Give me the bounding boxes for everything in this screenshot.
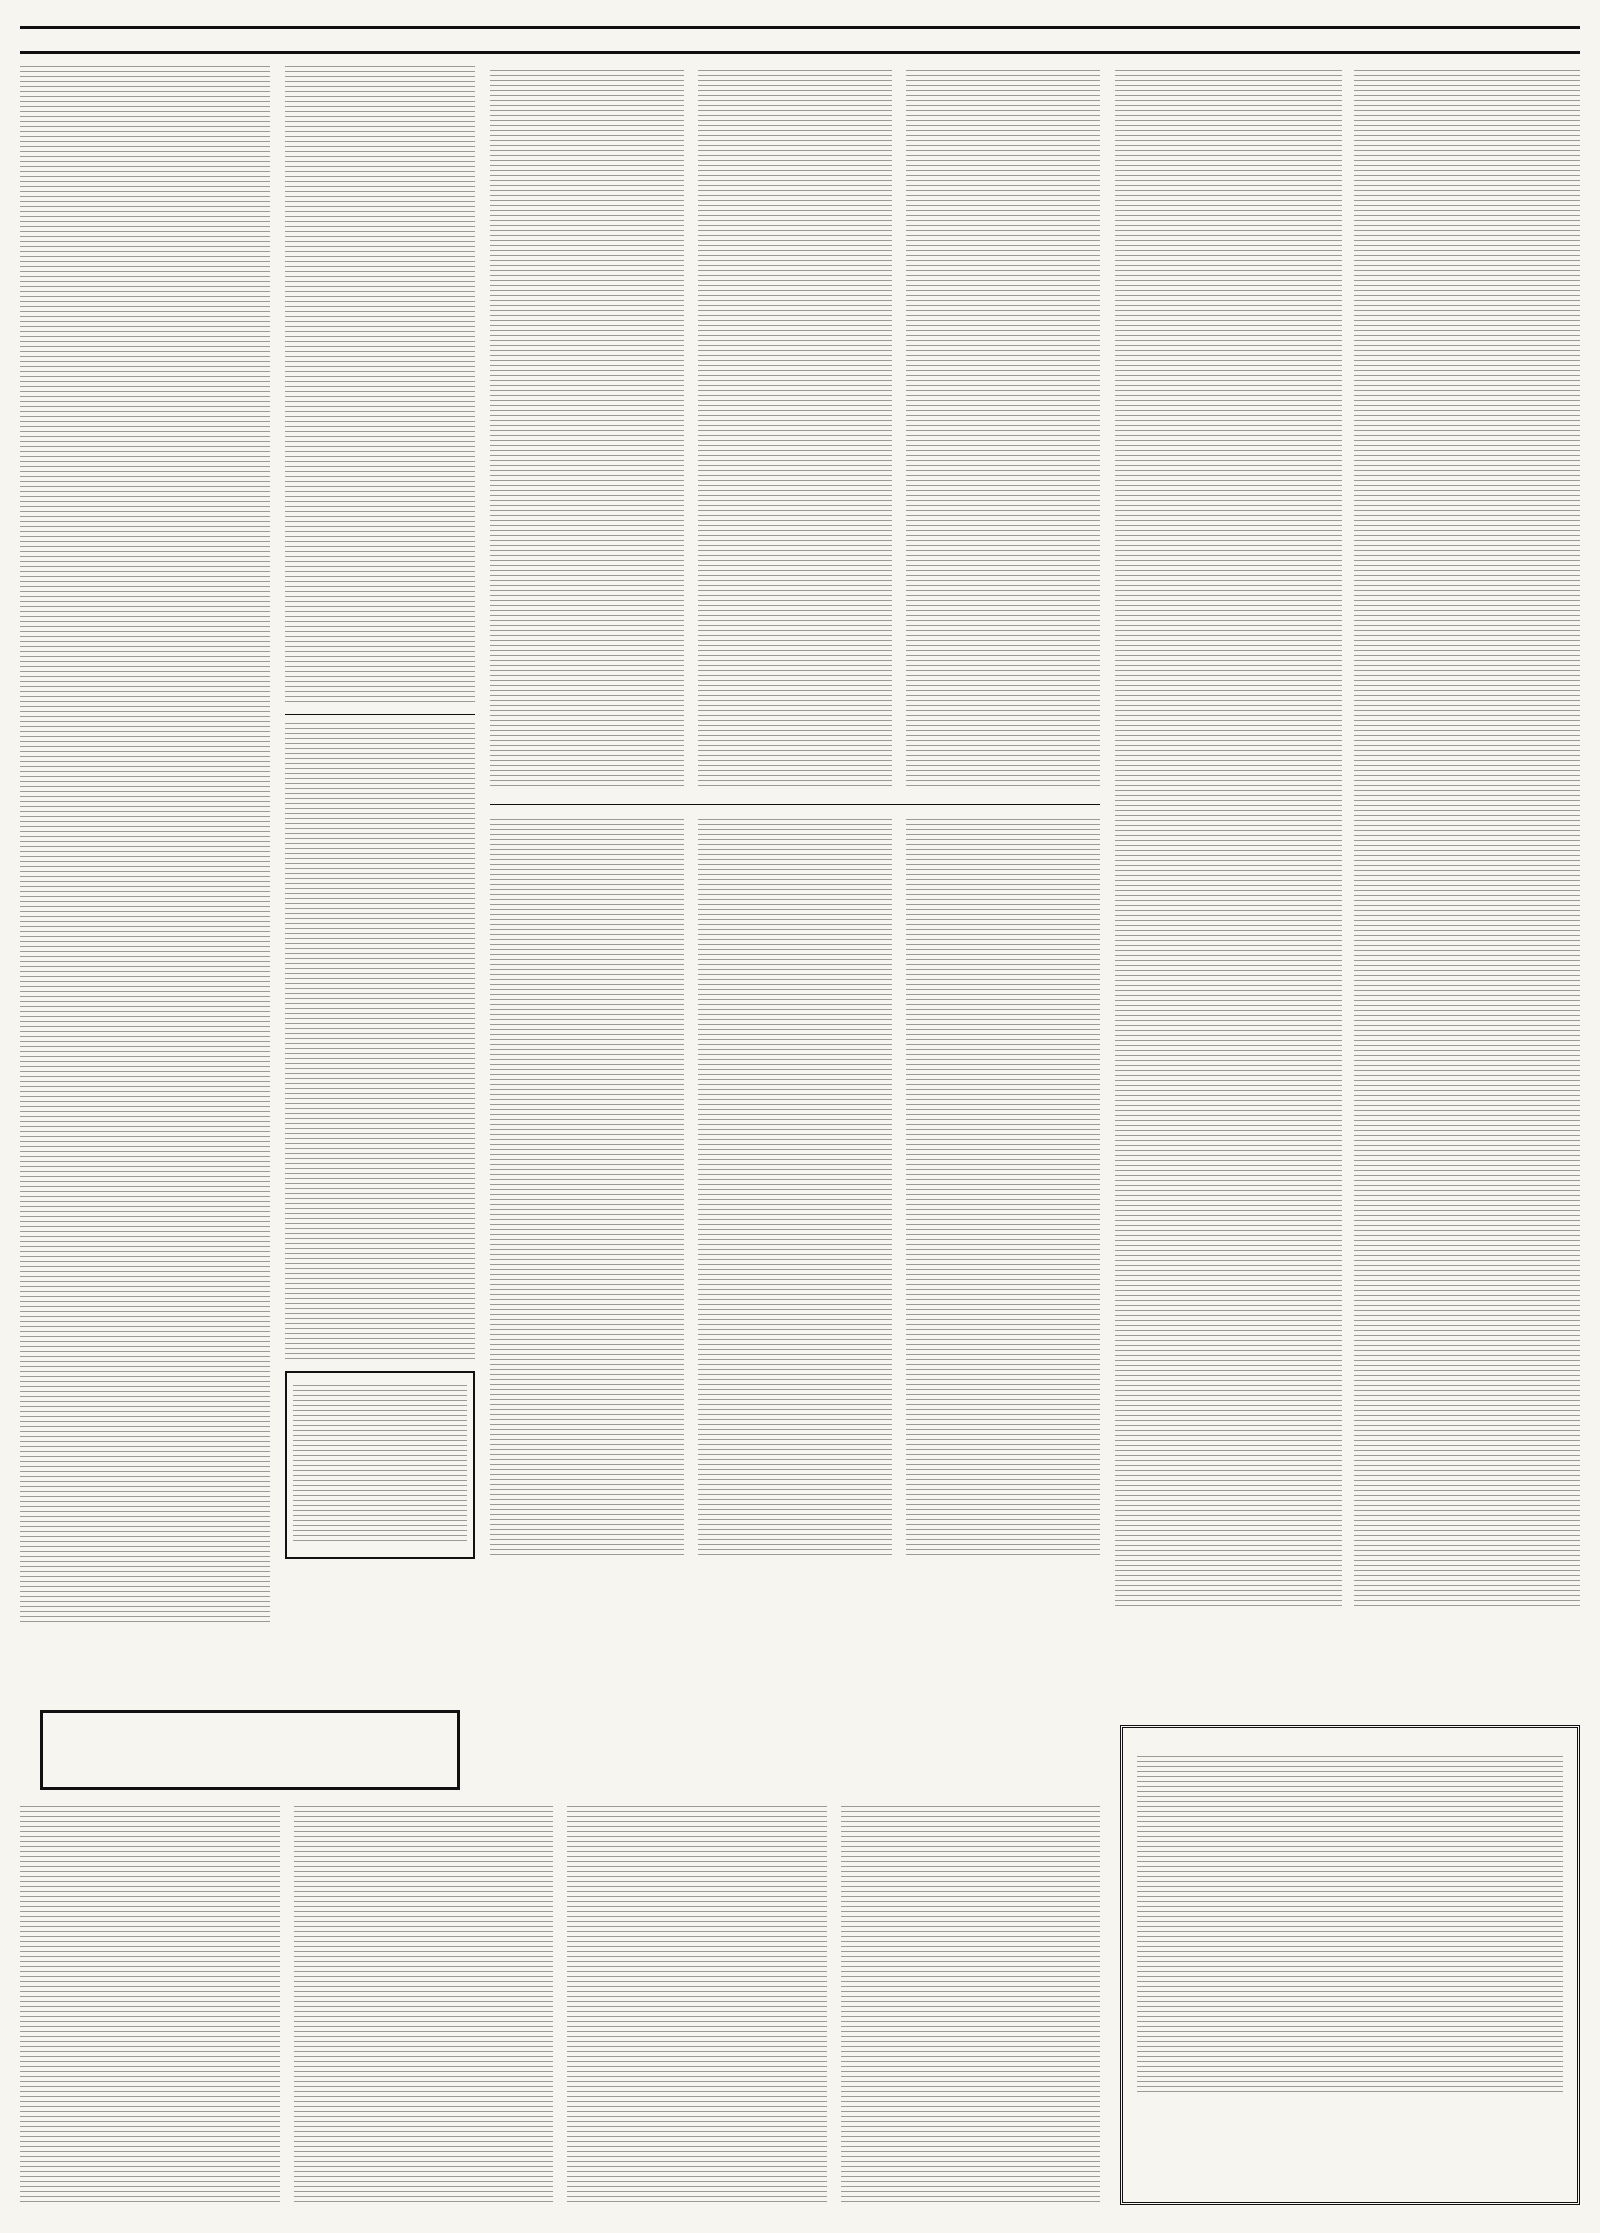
bottom-body-col-4: [841, 1806, 1101, 2206]
column-2-body-b: [285, 723, 475, 1363]
bottom-body-col-1: [20, 1806, 280, 2206]
column-2-box-body: [293, 1385, 467, 1545]
lead-body-col-3: [906, 70, 1100, 790]
lead-body-col-1: [490, 70, 684, 790]
column-4-body-col-2: [1354, 70, 1581, 1610]
lower-body-col-2: [698, 819, 892, 1559]
column-1-body: [20, 66, 270, 1626]
column-2-box: [285, 1371, 475, 1559]
advertisement-body: [1137, 1756, 1563, 2096]
column-2-body-a: [285, 66, 475, 706]
column-4: [1115, 60, 1580, 1700]
lower-body-col-3: [906, 819, 1100, 1559]
masthead: [20, 26, 1580, 54]
column-2: [285, 60, 475, 1700]
bottom-section: [20, 1800, 1100, 2220]
column-1: [20, 60, 270, 1700]
column-3: [490, 60, 1100, 1700]
lead-body-col-2: [698, 70, 892, 790]
divider: [285, 714, 475, 715]
bottom-body: [20, 1800, 1100, 2212]
serial-box: [40, 1710, 460, 1790]
lower-body: [490, 813, 1100, 1565]
lower-body-col-1: [490, 819, 684, 1559]
divider: [490, 804, 1100, 805]
column-4-body-col-1: [1115, 70, 1342, 1610]
lead-body: [490, 64, 1100, 796]
bottom-body-col-3: [567, 1806, 827, 2206]
bottom-body-col-2: [294, 1806, 554, 2206]
advertisement-box: [1120, 1725, 1580, 2205]
column-4-body: [1115, 64, 1580, 1616]
